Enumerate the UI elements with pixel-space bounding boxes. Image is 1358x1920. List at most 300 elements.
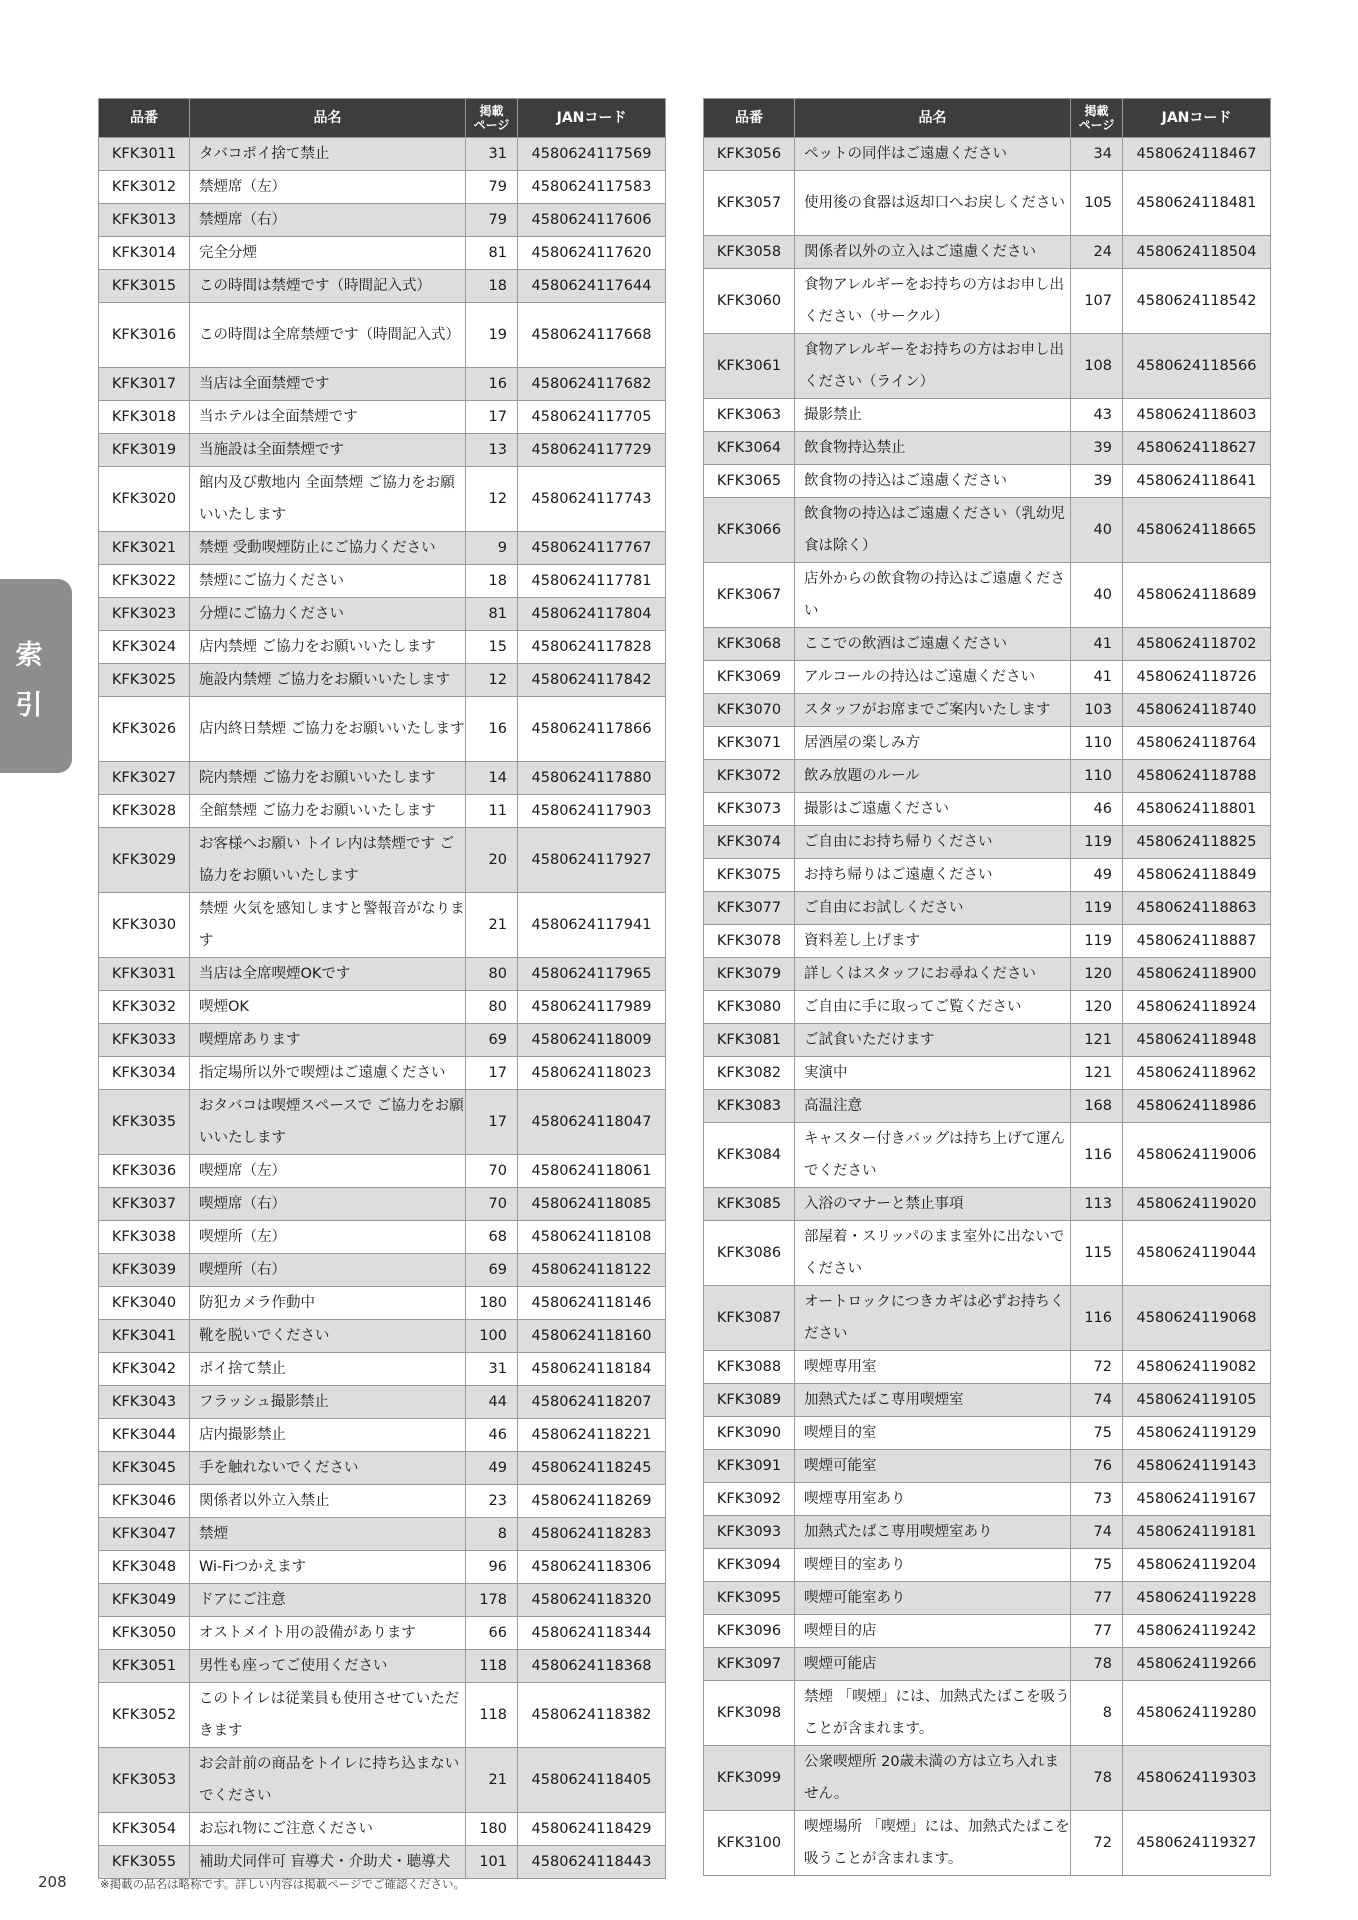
cell-name: 実演中 [795, 1057, 1071, 1090]
table-row [704, 171, 1271, 236]
cell-jan: 4580624118900 [1123, 958, 1271, 991]
table-row [99, 1748, 666, 1813]
cell-code: KFK3045 [99, 1452, 190, 1485]
cell-page: 12 [466, 467, 518, 532]
cell-page: 18 [466, 270, 518, 303]
cell-name: 喫煙席（左） [190, 1155, 466, 1188]
table-row [704, 465, 1271, 498]
cell-name: 高温注意 [795, 1090, 1071, 1123]
cell-jan: 4580624117903 [518, 795, 666, 828]
cell-page: 74 [1071, 1384, 1123, 1417]
table-row [704, 826, 1271, 859]
cell-code: KFK3090 [704, 1417, 795, 1450]
cell-jan: 4580624118863 [1123, 892, 1271, 925]
cell-name: 撮影はご遠慮ください [795, 793, 1071, 826]
table-row [99, 1419, 666, 1452]
cell-page: 14 [466, 762, 518, 795]
cell-name: 部屋着・スリッパのまま室外に出ないでください [795, 1221, 1071, 1286]
cell-code: KFK3067 [704, 563, 795, 628]
table-row [99, 270, 666, 303]
cell-code: KFK3091 [704, 1450, 795, 1483]
cell-page: 40 [1071, 498, 1123, 563]
cell-page: 46 [466, 1419, 518, 1452]
cell-page: 23 [466, 1485, 518, 1518]
cell-jan: 4580624118382 [518, 1683, 666, 1748]
cell-name: この時間は禁煙です（時間記入式） [190, 270, 466, 303]
table-row [704, 1090, 1271, 1123]
cell-page: 24 [1071, 236, 1123, 269]
cell-page: 113 [1071, 1188, 1123, 1221]
table-row [99, 991, 666, 1024]
cell-code: KFK3019 [99, 434, 190, 467]
cell-code: KFK3093 [704, 1516, 795, 1549]
table-row [99, 303, 666, 368]
table-row [99, 401, 666, 434]
cell-page: 100 [466, 1320, 518, 1353]
cell-page: 121 [1071, 1057, 1123, 1090]
cell-page: 11 [466, 795, 518, 828]
table-row [99, 1386, 666, 1419]
cell-page: 9 [466, 532, 518, 565]
table-row [99, 532, 666, 565]
cell-code: KFK3056 [704, 138, 795, 171]
cell-jan: 4580624119204 [1123, 1549, 1271, 1582]
cell-jan: 4580624119228 [1123, 1582, 1271, 1615]
cell-code: KFK3082 [704, 1057, 795, 1090]
cell-code: KFK3038 [99, 1221, 190, 1254]
cell-code: KFK3064 [704, 432, 795, 465]
table-row [99, 368, 666, 401]
cell-name: スタッフがお席までご案内いたします [795, 694, 1071, 727]
cell-name: 喫煙場所 「喫煙」には、加熱式たばこを吸うことが含まれます。 [795, 1811, 1071, 1876]
cell-page: 96 [466, 1551, 518, 1584]
table-row [704, 694, 1271, 727]
cell-name: 禁煙 受動喫煙防止にご協力ください [190, 532, 466, 565]
table-row [704, 1417, 1271, 1450]
cell-code: KFK3068 [704, 628, 795, 661]
table-row [704, 628, 1271, 661]
cell-page: 18 [466, 565, 518, 598]
table-row [99, 467, 666, 532]
cell-jan: 4580624119280 [1123, 1681, 1271, 1746]
cell-name: 禁煙席（右） [190, 204, 466, 237]
cell-page: 110 [1071, 727, 1123, 760]
cell-code: KFK3042 [99, 1353, 190, 1386]
cell-jan: 4580624119129 [1123, 1417, 1271, 1450]
cell-jan: 4580624117767 [518, 532, 666, 565]
table-row [704, 1384, 1271, 1417]
cell-page: 15 [466, 631, 518, 664]
cell-page: 16 [466, 697, 518, 762]
cell-jan: 4580624118160 [518, 1320, 666, 1353]
cell-jan: 4580624118221 [518, 1419, 666, 1452]
cell-name: 店内終日禁煙 ご協力をお願いいたします [190, 697, 466, 762]
header-code: 品番 [99, 99, 190, 138]
cell-code: KFK3041 [99, 1320, 190, 1353]
cell-code: KFK3037 [99, 1188, 190, 1221]
cell-page: 72 [1071, 1351, 1123, 1384]
cell-jan: 4580624118009 [518, 1024, 666, 1057]
cell-jan: 4580624118344 [518, 1617, 666, 1650]
cell-code: KFK3024 [99, 631, 190, 664]
cell-name: 喫煙OK [190, 991, 466, 1024]
table-row [99, 1584, 666, 1617]
cell-page: 41 [1071, 661, 1123, 694]
cell-jan: 4580624118702 [1123, 628, 1271, 661]
cell-name: 分煙にご協力ください [190, 598, 466, 631]
cell-name: 入浴のマナーと禁止事項 [795, 1188, 1071, 1221]
cell-jan: 4580624118443 [518, 1846, 666, 1879]
cell-jan: 4580624118023 [518, 1057, 666, 1090]
cell-name: 喫煙所（左） [190, 1221, 466, 1254]
table-row [99, 1846, 666, 1879]
cell-page: 31 [466, 138, 518, 171]
cell-name: オストメイト用の設備があります [190, 1617, 466, 1650]
cell-code: KFK3094 [704, 1549, 795, 1582]
cell-page: 49 [1071, 859, 1123, 892]
cell-code: KFK3098 [704, 1681, 795, 1746]
cell-name: 喫煙可能店 [795, 1648, 1071, 1681]
cell-jan: 4580624118108 [518, 1221, 666, 1254]
cell-name: 手を触れないでください [190, 1452, 466, 1485]
cell-code: KFK3050 [99, 1617, 190, 1650]
cell-name: 防犯カメラ作動中 [190, 1287, 466, 1320]
cell-name: 詳しくはスタッフにお尋ねください [795, 958, 1071, 991]
cell-jan: 4580624119020 [1123, 1188, 1271, 1221]
header-code: 品番 [704, 99, 795, 138]
cell-code: KFK3099 [704, 1746, 795, 1811]
cell-name: ペットの同伴はご遠慮ください [795, 138, 1071, 171]
cell-code: KFK3079 [704, 958, 795, 991]
table-row [99, 1024, 666, 1057]
cell-name: このトイレは従業員も使用させていただきます [190, 1683, 466, 1748]
cell-name: 喫煙専用室 [795, 1351, 1071, 1384]
cell-page: 115 [1071, 1221, 1123, 1286]
cell-code: KFK3063 [704, 399, 795, 432]
cell-code: KFK3030 [99, 893, 190, 958]
cell-page: 119 [1071, 925, 1123, 958]
cell-name: お持ち帰りはご遠慮ください [795, 859, 1071, 892]
cell-name: ご自由にお持ち帰りください [795, 826, 1071, 859]
cell-name: 全館禁煙 ご協力をお願いいたします [190, 795, 466, 828]
cell-jan: 4580624118948 [1123, 1024, 1271, 1057]
cell-jan: 4580624117620 [518, 237, 666, 270]
cell-jan: 4580624117927 [518, 828, 666, 893]
cell-page: 118 [466, 1683, 518, 1748]
table-row [99, 664, 666, 697]
cell-jan: 4580624117880 [518, 762, 666, 795]
cell-name: 使用後の食器は返却口へお戻しください [795, 171, 1071, 236]
table-row [704, 892, 1271, 925]
cell-name: 喫煙可能室あり [795, 1582, 1071, 1615]
table-row [99, 1188, 666, 1221]
cell-page: 46 [1071, 793, 1123, 826]
cell-jan: 4580624117668 [518, 303, 666, 368]
cell-jan: 4580624117644 [518, 270, 666, 303]
cell-page: 21 [466, 893, 518, 958]
table-row [99, 1518, 666, 1551]
table-row [704, 1057, 1271, 1090]
table-row [704, 236, 1271, 269]
cell-code: KFK3083 [704, 1090, 795, 1123]
cell-name: 靴を脱いでください [190, 1320, 466, 1353]
table-row [704, 1286, 1271, 1351]
cell-code: KFK3100 [704, 1811, 795, 1876]
cell-code: KFK3040 [99, 1287, 190, 1320]
cell-page: 120 [1071, 991, 1123, 1024]
cell-jan: 4580624118368 [518, 1650, 666, 1683]
cell-jan: 4580624119006 [1123, 1123, 1271, 1188]
table-row [99, 1650, 666, 1683]
table-row [99, 565, 666, 598]
cell-jan: 4580624118726 [1123, 661, 1271, 694]
table-row [99, 1287, 666, 1320]
cell-jan: 4580624117828 [518, 631, 666, 664]
cell-page: 119 [1071, 826, 1123, 859]
cell-code: KFK3060 [704, 269, 795, 334]
cell-code: KFK3036 [99, 1155, 190, 1188]
cell-jan: 4580624119167 [1123, 1483, 1271, 1516]
table-row [99, 1155, 666, 1188]
table-row [99, 1485, 666, 1518]
cell-page: 77 [1071, 1582, 1123, 1615]
table-row [99, 1813, 666, 1846]
table-row [99, 204, 666, 237]
cell-code: KFK3033 [99, 1024, 190, 1057]
cell-code: KFK3015 [99, 270, 190, 303]
cell-code: KFK3012 [99, 171, 190, 204]
cell-page: 73 [1071, 1483, 1123, 1516]
cell-code: KFK3096 [704, 1615, 795, 1648]
cell-page: 118 [466, 1650, 518, 1683]
header-jan: JANコード [518, 99, 666, 138]
cell-page: 105 [1071, 171, 1123, 236]
cell-page: 12 [466, 664, 518, 697]
cell-name: 喫煙席あります [190, 1024, 466, 1057]
cell-page: 108 [1071, 334, 1123, 399]
cell-jan: 4580624119082 [1123, 1351, 1271, 1384]
table-row [99, 1221, 666, 1254]
cell-jan: 4580624117866 [518, 697, 666, 762]
cell-jan: 4580624118566 [1123, 334, 1271, 399]
cell-name: 公衆喫煙所 20歳未満の方は立ち入れません。 [795, 1746, 1071, 1811]
cell-page: 81 [466, 598, 518, 631]
cell-name: Wi-Fiつかえます [190, 1551, 466, 1584]
cell-page: 103 [1071, 694, 1123, 727]
cell-code: KFK3026 [99, 697, 190, 762]
cell-name: 指定場所以外で喫煙はご遠慮ください [190, 1057, 466, 1090]
cell-code: KFK3074 [704, 826, 795, 859]
cell-jan: 4580624118085 [518, 1188, 666, 1221]
table-row [99, 598, 666, 631]
table-row [704, 399, 1271, 432]
cell-page: 66 [466, 1617, 518, 1650]
cell-name: 施設内禁煙 ご協力をお願いいたします [190, 664, 466, 697]
cell-name: 禁煙 「喫煙」には、加熱式たばこを吸うことが含まれます。 [795, 1681, 1071, 1746]
cell-jan: 4580624118504 [1123, 236, 1271, 269]
cell-code: KFK3046 [99, 1485, 190, 1518]
cell-jan: 4580624119181 [1123, 1516, 1271, 1549]
cell-code: KFK3077 [704, 892, 795, 925]
cell-page: 44 [466, 1386, 518, 1419]
table-row [99, 237, 666, 270]
cell-code: KFK3049 [99, 1584, 190, 1617]
cell-jan: 4580624117569 [518, 138, 666, 171]
cell-jan: 4580624118047 [518, 1090, 666, 1155]
footnote: ※掲載の品名は略称です。詳しい内容は掲載ページでご確認ください。 [100, 1877, 465, 1891]
cell-name: 店外からの飲食物の持込はご遠慮ください [795, 563, 1071, 628]
cell-jan: 4580624118269 [518, 1485, 666, 1518]
header-row [704, 99, 1271, 138]
cell-name: 喫煙可能室 [795, 1450, 1071, 1483]
cell-name: 当店は全席喫煙OKです [190, 958, 466, 991]
cell-code: KFK3080 [704, 991, 795, 1024]
cell-name: ご自由にお試しください [795, 892, 1071, 925]
cell-code: KFK3017 [99, 368, 190, 401]
header-page: 掲載 ページ [1071, 99, 1123, 138]
table-row [99, 1551, 666, 1584]
cell-jan: 4580624118627 [1123, 432, 1271, 465]
table-row [99, 138, 666, 171]
cell-name: 補助犬同伴可 盲導犬・介助犬・聴導犬 [190, 1846, 466, 1879]
cell-name: 関係者以外の立入はご遠慮ください [795, 236, 1071, 269]
cell-code: KFK3053 [99, 1748, 190, 1813]
header-row [99, 99, 666, 138]
table-row [704, 661, 1271, 694]
cell-code: KFK3052 [99, 1683, 190, 1748]
header-name: 品名 [795, 99, 1071, 138]
cell-page: 72 [1071, 1811, 1123, 1876]
cell-jan: 4580624118801 [1123, 793, 1271, 826]
cell-jan: 4580624118061 [518, 1155, 666, 1188]
cell-jan: 4580624119044 [1123, 1221, 1271, 1286]
cell-code: KFK3055 [99, 1846, 190, 1879]
table-row [99, 171, 666, 204]
cell-page: 77 [1071, 1615, 1123, 1648]
cell-page: 121 [1071, 1024, 1123, 1057]
cell-name: 禁煙にご協力ください [190, 565, 466, 598]
cell-page: 75 [1071, 1417, 1123, 1450]
cell-name: 禁煙 [190, 1518, 466, 1551]
cell-page: 116 [1071, 1286, 1123, 1351]
cell-code: KFK3073 [704, 793, 795, 826]
cell-name: 喫煙所（右） [190, 1254, 466, 1287]
cell-page: 21 [466, 1748, 518, 1813]
table-row [704, 760, 1271, 793]
table-row [704, 1188, 1271, 1221]
cell-code: KFK3066 [704, 498, 795, 563]
cell-name: 資料差し上げます [795, 925, 1071, 958]
table-row [704, 727, 1271, 760]
table-row [99, 1057, 666, 1090]
cell-code: KFK3092 [704, 1483, 795, 1516]
cell-jan: 4580624118306 [518, 1551, 666, 1584]
cell-page: 80 [466, 958, 518, 991]
cell-page: 180 [466, 1287, 518, 1320]
cell-code: KFK3032 [99, 991, 190, 1024]
cell-name: 男性も座ってご使用ください [190, 1650, 466, 1683]
cell-name: この時間は全席禁煙です（時間記入式） [190, 303, 466, 368]
cell-jan: 4580624117965 [518, 958, 666, 991]
page-number: 208 [38, 1873, 67, 1891]
cell-code: KFK3097 [704, 1648, 795, 1681]
cell-page: 119 [1071, 892, 1123, 925]
cell-name: 禁煙 火気を感知しますと警報音がなります [190, 893, 466, 958]
cell-jan: 4580624118245 [518, 1452, 666, 1485]
cell-name: 禁煙席（左） [190, 171, 466, 204]
cell-code: KFK3058 [704, 236, 795, 269]
cell-page: 180 [466, 1813, 518, 1846]
cell-name: 飲食物の持込はご遠慮ください [795, 465, 1071, 498]
cell-jan: 4580624118405 [518, 1748, 666, 1813]
cell-page: 8 [1071, 1681, 1123, 1746]
header-jan: JANコード [1123, 99, 1271, 138]
cell-code: KFK3027 [99, 762, 190, 795]
cell-name: 加熱式たばこ専用喫煙室あり [795, 1516, 1071, 1549]
cell-code: KFK3047 [99, 1518, 190, 1551]
cell-page: 168 [1071, 1090, 1123, 1123]
cell-name: 飲食物の持込はご遠慮ください（乳幼児食は除く） [795, 498, 1071, 563]
cell-code: KFK3039 [99, 1254, 190, 1287]
cell-code: KFK3088 [704, 1351, 795, 1384]
cell-code: KFK3075 [704, 859, 795, 892]
table-row [704, 269, 1271, 334]
cell-name: オートロックにつきカギは必ずお持ちください [795, 1286, 1071, 1351]
cell-code: KFK3084 [704, 1123, 795, 1188]
cell-page: 76 [1071, 1450, 1123, 1483]
cell-jan: 4580624119303 [1123, 1746, 1271, 1811]
cell-jan: 4580624118481 [1123, 171, 1271, 236]
table-row [704, 1123, 1271, 1188]
table-row [99, 828, 666, 893]
table-row [704, 1615, 1271, 1648]
index-side-tab [0, 579, 72, 773]
cell-jan: 4580624118962 [1123, 1057, 1271, 1090]
cell-code: KFK3011 [99, 138, 190, 171]
cell-jan: 4580624118665 [1123, 498, 1271, 563]
cell-code: KFK3025 [99, 664, 190, 697]
cell-page: 178 [466, 1584, 518, 1617]
cell-jan: 4580624117781 [518, 565, 666, 598]
cell-jan: 4580624117606 [518, 204, 666, 237]
cell-name: 撮影禁止 [795, 399, 1071, 432]
cell-jan: 4580624118924 [1123, 991, 1271, 1024]
cell-page: 101 [466, 1846, 518, 1879]
cell-page: 16 [466, 368, 518, 401]
cell-code: KFK3043 [99, 1386, 190, 1419]
cell-name: キャスター付きバッグは持ち上げて運んでください [795, 1123, 1071, 1188]
cell-name: ポイ捨て禁止 [190, 1353, 466, 1386]
table-row [704, 991, 1271, 1024]
cell-name: 飲み放題のルール [795, 760, 1071, 793]
cell-code: KFK3054 [99, 1813, 190, 1846]
table-row [99, 1090, 666, 1155]
cell-name: 店内禁煙 ご協力をお願いいたします [190, 631, 466, 664]
table-row [704, 1746, 1271, 1811]
cell-name: 飲食物持込禁止 [795, 432, 1071, 465]
cell-jan: 4580624118887 [1123, 925, 1271, 958]
cell-page: 69 [466, 1024, 518, 1057]
cell-page: 13 [466, 434, 518, 467]
cell-code: KFK3087 [704, 1286, 795, 1351]
cell-jan: 4580624118184 [518, 1353, 666, 1386]
table-row [704, 432, 1271, 465]
table-row [704, 1221, 1271, 1286]
cell-code: KFK3078 [704, 925, 795, 958]
cell-name: おタバコは喫煙スペースで ご協力をお願いいたします [190, 1090, 466, 1155]
cell-jan: 4580624119068 [1123, 1286, 1271, 1351]
cell-page: 34 [1071, 138, 1123, 171]
